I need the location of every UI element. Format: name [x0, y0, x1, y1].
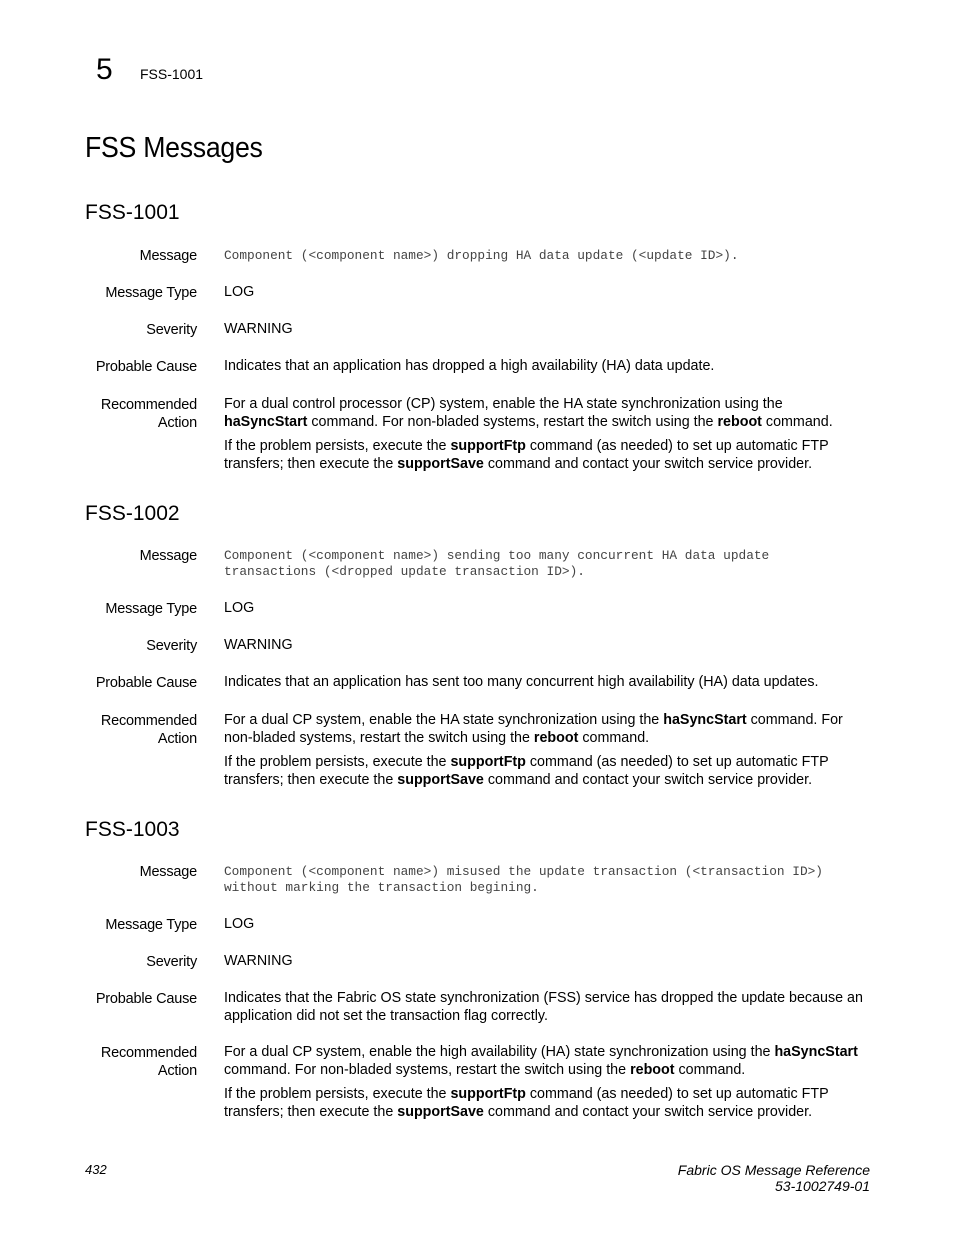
recommended-action-label: Recommended Action — [100, 397, 197, 431]
recommended-action-label: Recommended Action — [100, 1045, 197, 1079]
message-label: Message — [139, 248, 197, 264]
action-paragraph: For a dual control processor (CP) system, enable the HA state synchronization using the haSyncStart command. For non-bladed systems, restart the switch using the reboot command. — [224, 396, 833, 430]
message-type-value: LOG — [224, 916, 255, 932]
footer-doc-title: Fabric OS Message Reference — [677, 1162, 870, 1178]
command-name: supportFtp — [450, 438, 526, 454]
command-name: supportFtp — [450, 1086, 526, 1102]
section-title: FSS-1003 — [85, 818, 180, 841]
message-type-label: Message Type — [105, 285, 197, 301]
recommended-action-text — [224, 712, 864, 796]
message-type-value: LOG — [224, 284, 255, 300]
command-name: reboot — [630, 1061, 675, 1078]
severity-label: Severity — [146, 638, 197, 654]
probable-cause-text: Indicates that an application has dropped a high availability (HA) data update. — [224, 358, 715, 374]
message-label: Message — [139, 864, 197, 880]
message-text: Component (<component name>) sending too many concurrent HA data update transactions (<dropped update transaction ID>). — [224, 548, 770, 579]
command-name: supportSave — [397, 1103, 484, 1120]
section-title: FSS-1002 — [85, 502, 180, 525]
probable-cause-text: Indicates that an application has sent too many concurrent high availability (HA) data updates. — [224, 674, 819, 690]
action-paragraph: For a dual CP system, enable the HA state synchronization using the haSyncStart command. For non-bladed systems, restart the switch using the reboot command. — [224, 712, 843, 746]
running-head: FSS-1001 — [140, 66, 204, 82]
recommended-action-label: Recommended Action — [100, 713, 197, 747]
footer-doc-info — [678, 1162, 870, 1194]
command-name: haSyncStart — [224, 413, 308, 430]
page-title: FSS Messages — [85, 132, 263, 164]
probable-cause-label: Probable Cause — [95, 991, 197, 1007]
message-type-label: Message Type — [105, 917, 197, 933]
severity-label: Severity — [146, 954, 197, 970]
action-paragraph: If the problem persists, execute the supportFtp command (as needed) to set up automatic FTP transfers; then execute the supportSave command and contact your switch service provider. — [224, 754, 829, 788]
message-type-label: Message Type — [105, 601, 197, 617]
chapter-number: 5 — [96, 53, 113, 86]
message-text: Component (<component name>) misused the update transaction (<transaction ID>) without marking the transaction begining. — [224, 864, 823, 895]
action-paragraph: If the problem persists, execute the supportFtp command (as needed) to set up automatic FTP transfers; then execute the supportSave command and contact your switch service provider. — [224, 1086, 829, 1120]
command-name: haSyncStart — [774, 1044, 858, 1060]
recommended-action-text — [224, 396, 864, 480]
severity-value: WARNING — [224, 321, 293, 337]
probable-cause-label: Probable Cause — [95, 359, 197, 375]
command-name: supportSave — [397, 771, 484, 788]
message-label: Message — [139, 548, 197, 564]
severity-label: Severity — [146, 322, 197, 338]
footer-doc-number: 53-1002749-01 — [775, 1178, 870, 1194]
page-number: 432 — [85, 1162, 107, 1177]
probable-cause-label: Probable Cause — [95, 675, 197, 691]
action-paragraph: If the problem persists, execute the supportFtp command (as needed) to set up automatic FTP transfers; then execute the supportSave command and contact your switch service provider. — [224, 438, 829, 472]
command-name: haSyncStart — [663, 712, 747, 728]
probable-cause-text: Indicates that the Fabric OS state synchronization (FSS) service has dropped the update because an application did not set the transaction flag correctly. — [224, 990, 863, 1024]
command-name: supportFtp — [450, 754, 526, 770]
section-title: FSS-1001 — [85, 201, 180, 224]
message-text: Component (<component name>) dropping HA data update (<update ID>). — [224, 248, 739, 263]
action-paragraph: For a dual CP system, enable the high availability (HA) state synchronization using the haSyncStart command. For non-bladed systems, restart the switch using the reboot command. — [224, 1044, 858, 1078]
message-type-value: LOG — [224, 600, 255, 616]
command-name: reboot — [533, 729, 579, 746]
severity-value: WARNING — [224, 637, 293, 653]
command-name: reboot — [717, 413, 762, 430]
severity-value: WARNING — [224, 953, 293, 969]
command-name: supportSave — [397, 455, 484, 472]
recommended-action-text — [224, 1044, 864, 1128]
